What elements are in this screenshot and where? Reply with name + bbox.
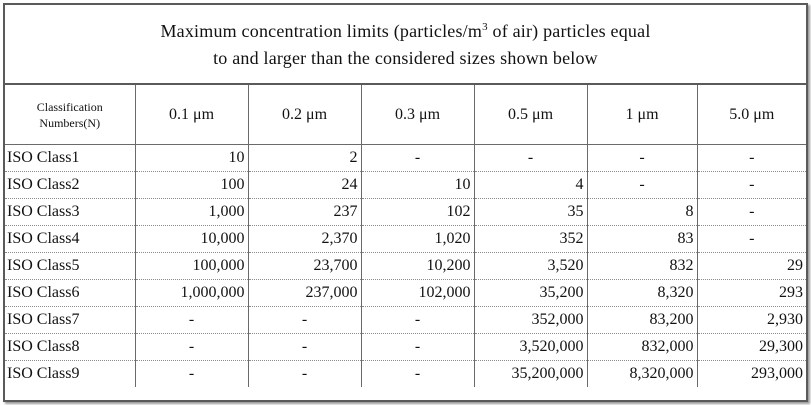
table-row [5,199,806,226]
value-cell: - [474,145,587,172]
value-cell: 2 [248,145,361,172]
value-cell: 24 [248,172,361,199]
value-cell: 237,000 [248,280,361,307]
value-cell: - [697,199,806,226]
value-cell: 8,320,000 [587,361,697,388]
value-cell: 35,200,000 [474,361,587,388]
value-cell: - [135,334,248,361]
table-row [5,145,806,172]
value-cell: - [697,226,806,253]
value-cell: 83,200 [587,307,697,334]
table-row [5,334,806,361]
table-row [5,361,806,388]
value-cell: 29,300 [697,334,806,361]
table-row [5,253,806,280]
value-cell: - [248,361,361,388]
value-cell: 83 [587,226,697,253]
size-header: 0.2 μm [248,85,361,145]
value-cell: - [587,172,697,199]
concentration-table [5,85,806,387]
value-cell: 8 [587,199,697,226]
value-cell: 352 [474,226,587,253]
value-cell: 1,000,000 [135,280,248,307]
table-row [5,226,806,253]
value-cell: 10,000 [135,226,248,253]
value-cell: - [697,145,806,172]
value-cell: - [361,334,474,361]
class-name-cell: ISO Class3 [5,199,135,226]
value-cell: 832 [587,253,697,280]
table-row [5,307,806,334]
caption-line-1: Maximum concentration limits ($particles/m^3$ of air) particles equal [160,21,651,41]
value-cell: 29 [697,253,806,280]
class-name-cell: ISO Class8 [5,334,135,361]
value-cell: 35 [474,199,587,226]
value-cell: 1,000 [135,199,248,226]
value-cell: 8,320 [587,280,697,307]
value-cell: - [135,361,248,388]
value-cell: 352,000 [474,307,587,334]
value-cell: 102 [361,199,474,226]
value-cell: - [135,307,248,334]
value-cell: - [248,307,361,334]
value-cell: 4 [474,172,587,199]
value-cell: - [587,145,697,172]
value-cell: 2,930 [697,307,806,334]
value-cell: 3,520 [474,253,587,280]
value-cell: 10 [135,145,248,172]
value-cell: 100 [135,172,248,199]
table-row [5,280,806,307]
value-cell: 293,000 [751,365,803,382]
size-header: 0.3 μm [361,85,474,145]
table-body [5,145,806,388]
class-name-cell: ISO Class6 [5,280,135,307]
value-cell: - [697,172,806,199]
value-cell: - [361,145,474,172]
class-name-cell: ISO Class2 [5,172,135,199]
class-name-cell: ISO Class5 [5,253,135,280]
size-header: 5.0 μm [697,85,806,145]
value-cell: 35,200 [474,280,587,307]
caption-line-2: to and larger than the considered sizes shown below [213,48,598,68]
value-cell: 102,000 [361,280,474,307]
value-cell: 10,200 [361,253,474,280]
value-cell: 237 [248,199,361,226]
header-row [5,85,806,145]
value-cell: 3,520,000 [474,334,587,361]
value-cell: - [361,361,474,388]
classification-header: Classification Numbers(N) [5,85,135,145]
table-caption [5,5,806,85]
value-cell: 832,000 [587,334,697,361]
value-cell: 23,700 [248,253,361,280]
class-name-cell: ISO Class7 [5,307,135,334]
table-row [5,172,806,199]
class-name-cell: ISO Class1 [5,145,135,172]
size-header: 0.5 μm [474,85,587,145]
iso-cleanroom-table [3,3,808,402]
value-cell: 100,000 [135,253,248,280]
value-cell: - [248,334,361,361]
class-name-cell: ISO Class9 [5,361,135,388]
value-cell: 293 [697,280,806,307]
value-cell: - [361,307,474,334]
value-cell: 2,370 [248,226,361,253]
value-cell: 1,020 [361,226,474,253]
size-header: 0.1 μm [135,85,248,145]
class-name-cell: ISO Class4 [5,226,135,253]
size-header: 1 μm [587,85,697,145]
value-cell: 10 [361,172,474,199]
